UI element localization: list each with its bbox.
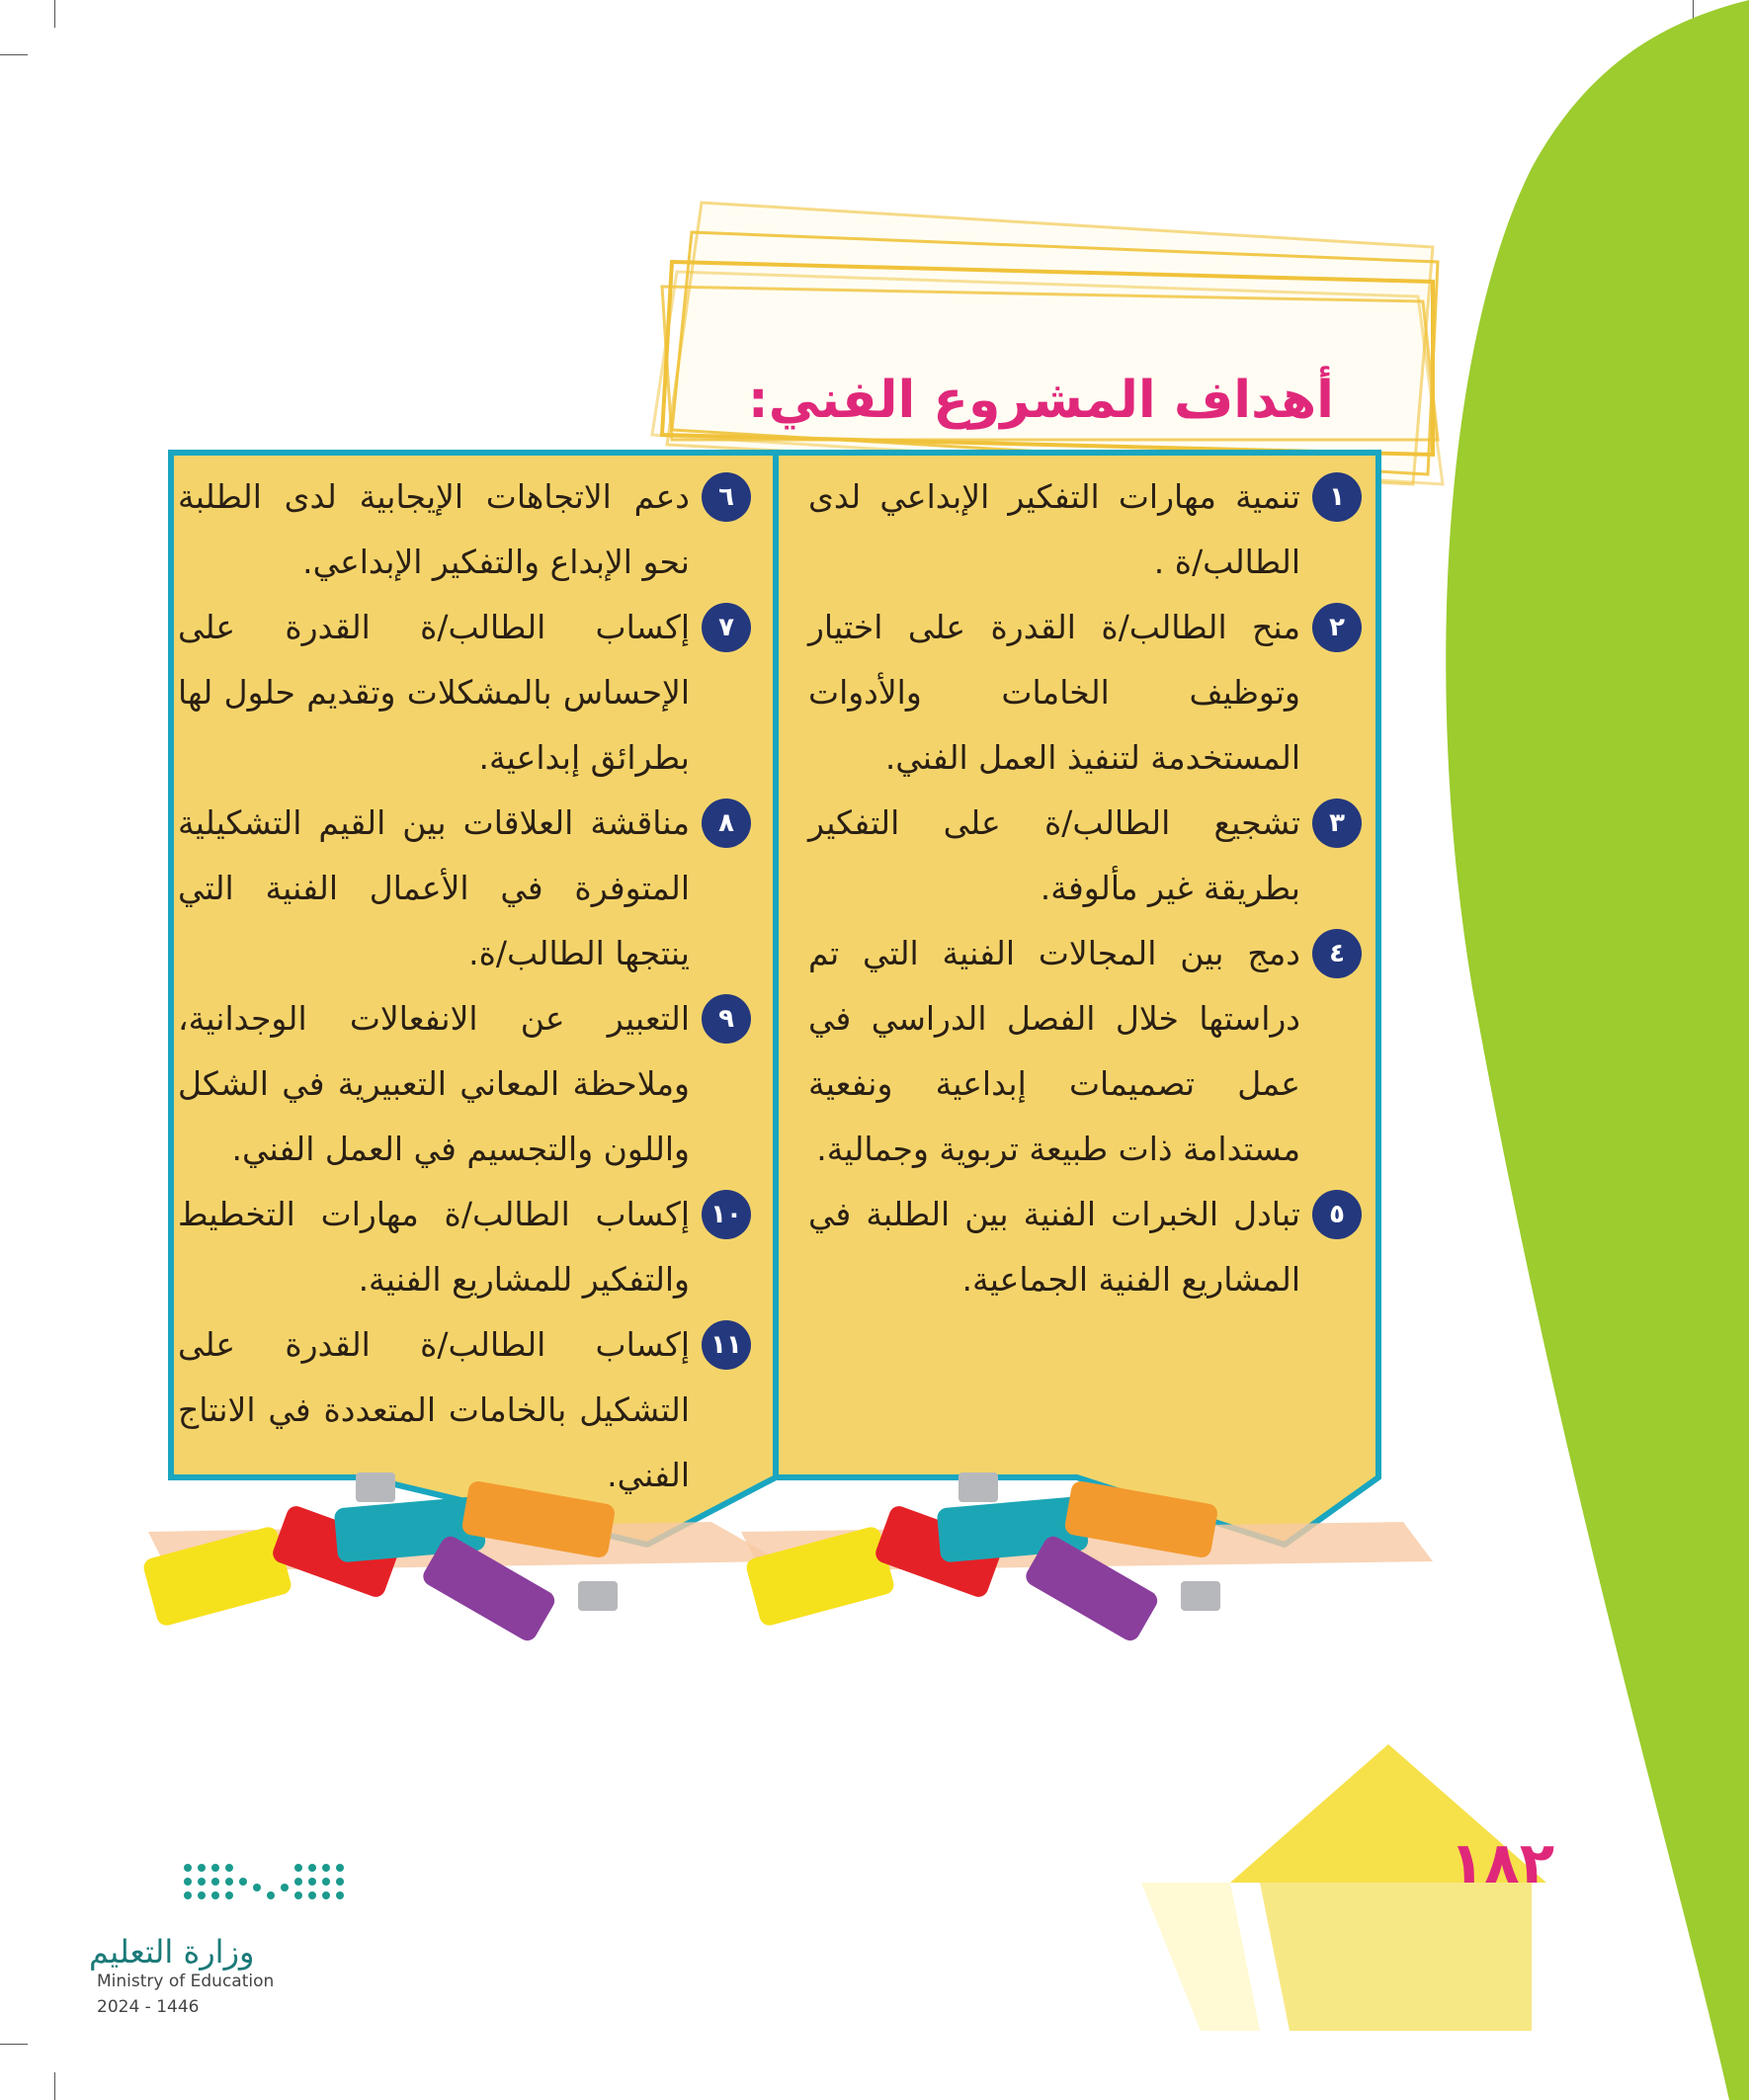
objective-number-badge: ١١ bbox=[702, 1320, 751, 1370]
objective-text: إكساب الطالب/ة مهارات التخطيط والتفكير للمشاريع الفنية. bbox=[178, 1195, 690, 1299]
objective-item bbox=[178, 791, 751, 986]
objectives-column-left bbox=[178, 464, 751, 1508]
objective-text: تشجيع الطالب/ة على التفكير بطريقة غير مألوفة. bbox=[808, 803, 1300, 907]
objective-item bbox=[178, 464, 751, 595]
objective-text: دمج بين المجالات الفنية التي تم دراستها خلال الفصل الدراسي في عمل تصميمات إبداعية ونفعية مستدامة ذات طبيعة تربوية وجمالية. bbox=[808, 934, 1300, 1168]
objectives-column-right bbox=[808, 464, 1362, 1312]
objective-number-badge: ٢ bbox=[1312, 603, 1362, 652]
objective-item bbox=[808, 464, 1362, 595]
ministry-name-english: Ministry of Education bbox=[97, 1972, 275, 1991]
paint-tubes-illustration bbox=[128, 1463, 1443, 1670]
page-title: أهداف المشروع الفني: bbox=[747, 371, 1334, 430]
objective-text: دعم الاتجاهات الإيجابية لدى الطلبة نحو الإبداع والتفكير الإبداعي. bbox=[178, 477, 690, 581]
objective-item bbox=[808, 791, 1362, 921]
objective-item bbox=[178, 1182, 751, 1312]
objective-number-badge: ٦ bbox=[702, 472, 751, 522]
objective-number-badge: ٥ bbox=[1312, 1190, 1362, 1239]
objective-number-badge: ٨ bbox=[702, 798, 751, 848]
crop-mark bbox=[0, 2044, 28, 2045]
objective-item bbox=[808, 1182, 1362, 1312]
ministry-year: 2024 - 1446 bbox=[97, 1997, 200, 2017]
crop-mark bbox=[54, 2072, 55, 2100]
objective-number-badge: ٧ bbox=[702, 603, 751, 652]
objective-text: التعبير عن الانفعالات الوجدانية، وملاحظة المعاني التعبيرية في الشكل واللون والتجسيم في العمل الفني. bbox=[178, 999, 690, 1168]
objective-item bbox=[178, 986, 751, 1182]
objective-item bbox=[808, 595, 1362, 791]
ministry-logo-icon bbox=[178, 1858, 356, 1917]
objective-text: تنمية مهارات التفكير الإبداعي لدى الطالب/ة . bbox=[808, 477, 1300, 581]
objective-number-badge: ٣ bbox=[1312, 798, 1362, 848]
objective-text: منح الطالب/ة القدرة على اختيار وتوظيف الخامات والأدوات المستخدمة لتنفيذ العمل الفني. bbox=[808, 608, 1300, 777]
objective-number-badge: ٩ bbox=[702, 994, 751, 1044]
objective-number-badge: ٤ bbox=[1312, 929, 1362, 978]
objective-number-badge: ١ bbox=[1312, 472, 1362, 522]
objective-text: إكساب الطالب/ة القدرة على التشكيل بالخامات المتعددة في الانتاج الفني. bbox=[178, 1325, 690, 1494]
crop-mark bbox=[54, 0, 55, 28]
crop-mark bbox=[0, 54, 28, 55]
ministry-name-arabic: وزارة التعليم bbox=[89, 1933, 255, 1971]
objective-text: تبادل الخبرات الفنية بين الطلبة في المشاريع الفنية الجماعية. bbox=[808, 1195, 1300, 1299]
page-number: ١٨٢ bbox=[1449, 1829, 1555, 1896]
objective-text: مناقشة العلاقات بين القيم التشكيلية المتوفرة في الأعمال الفنية التي ينتجها الطالب/ة. bbox=[178, 803, 690, 972]
objective-item bbox=[808, 921, 1362, 1182]
objective-text: إكساب الطالب/ة القدرة على الإحساس بالمشكلات وتقديم حلول لها بطرائق إبداعية. bbox=[178, 608, 690, 777]
objective-number-badge: ١٠ bbox=[702, 1190, 751, 1239]
objective-item bbox=[178, 595, 751, 791]
